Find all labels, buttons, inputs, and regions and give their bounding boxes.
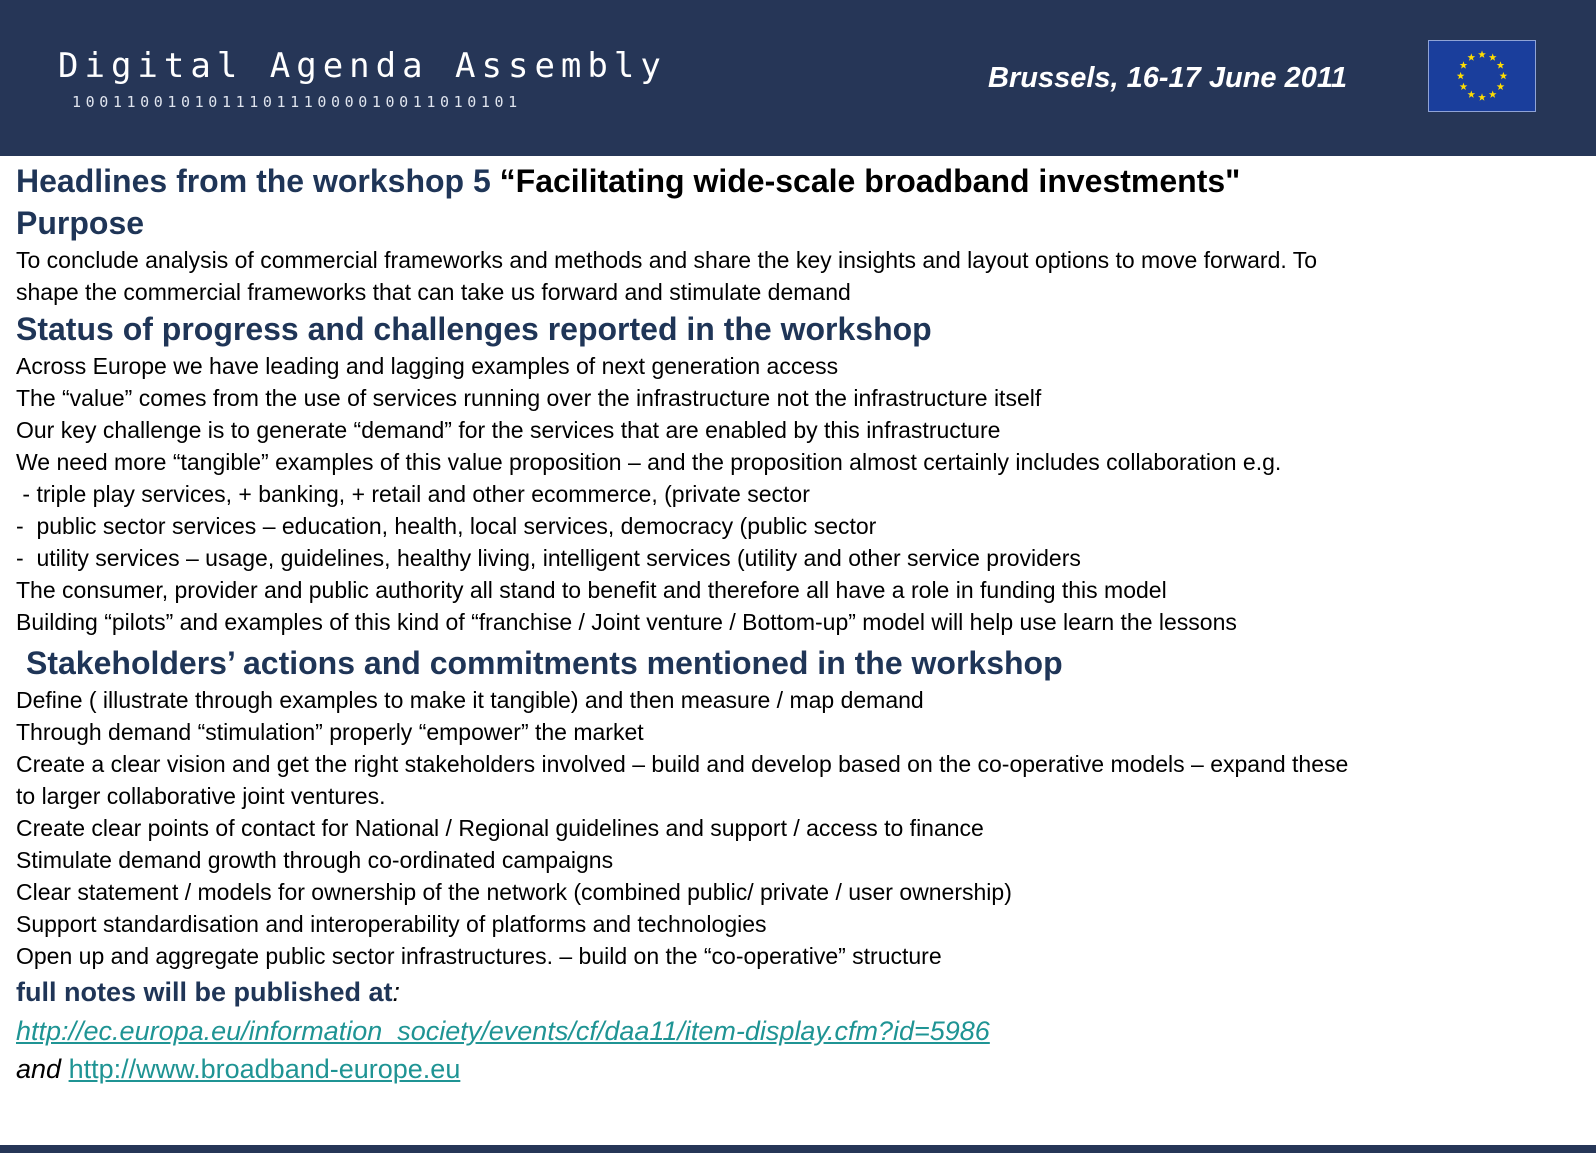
stakeholders-line: to larger collaborative joint ventures.: [16, 783, 386, 809]
status-line: - public sector services – education, health, local services, democracy (public sector: [16, 513, 877, 539]
brand-binary-strip: 100110010101110111000010011010101: [72, 93, 522, 111]
purpose-line: shape the commercial frameworks that can take us forward and stimulate demand: [16, 279, 851, 305]
status-list: [16, 350, 1576, 638]
eu-flag-star: [1478, 51, 1486, 58]
status-heading: Status of progress and challenges reported in the workshop: [16, 311, 932, 347]
header-banner: [0, 0, 1596, 156]
status-line: We need more “tangible” examples of this value proposition – and the proposition almost certainly includes collaboration e.g.: [16, 449, 1282, 475]
eu-flag-star: [1460, 61, 1468, 68]
eu-flag-star: [1489, 90, 1497, 97]
event-date: Brussels, 16-17 June 2011: [988, 62, 1347, 94]
document-body: [16, 160, 1576, 1088]
status-line: - triple play services, + banking, + retail and other ecommerce, (private sector: [16, 481, 810, 507]
stakeholders-line: Open up and aggregate public sector infrastructures. – build on the “co-operative” structure: [16, 943, 942, 969]
stakeholders-line: Through demand “stimulation” properly “empower” the market: [16, 719, 644, 745]
notes-heading: [16, 972, 1576, 1012]
status-line: The “value” comes from the use of services running over the infrastructure not the infrastructure itself: [16, 385, 1042, 411]
status-line: Our key challenge is to generate “demand” for the services that are enabled by this infrastructure: [16, 417, 1001, 443]
stakeholders-line: Define ( illustrate through examples to make it tangible) and then measure / map demand: [16, 687, 924, 713]
stakeholders-line: Create a clear vision and get the right stakeholders involved – build and develop based on the co-operative models – expand these: [16, 751, 1349, 777]
and-word: and: [16, 1054, 62, 1084]
notes-link-line: [16, 1012, 1576, 1050]
main-title-prefix: Headlines from the workshop 5: [16, 163, 500, 199]
eu-flag-icon: [1428, 40, 1536, 112]
eu-flag-star: [1500, 72, 1508, 79]
status-line: The consumer, provider and public authority all stand to benefit and therefore all have a role in funding this model: [16, 577, 1167, 603]
eu-flag-star: [1489, 53, 1497, 60]
stakeholders-heading: Stakeholders’ actions and commitments mentioned in the workshop: [26, 645, 1063, 681]
status-line: - utility services – usage, guidelines, healthy living, intelligent services (utility and other service providers: [16, 545, 1081, 571]
notes-heading-text: full notes will be published at: [16, 977, 393, 1007]
eu-flag-star: [1497, 83, 1505, 90]
stakeholders-list: [16, 684, 1576, 972]
purpose-heading: Purpose: [16, 205, 145, 241]
status-line: Across Europe we have leading and lagging examples of next generation access: [16, 353, 839, 379]
notes-link-line-2: [16, 1050, 1576, 1088]
brand-title: Digital Agenda Assembly: [58, 46, 667, 86]
main-title: [16, 160, 1576, 202]
eu-flag-star: [1478, 93, 1486, 100]
notes-heading-colon: :: [392, 977, 401, 1007]
eu-flag-star: [1497, 61, 1505, 68]
eu-flag-star: [1467, 53, 1475, 60]
eu-flag-star: [1457, 72, 1465, 79]
purpose-line: To conclude analysis of commercial frameworks and methods and share the key insights and layout options to move forward. To: [16, 247, 1318, 273]
purpose-text: [16, 244, 1576, 308]
stakeholders-line: Create clear points of contact for National / Regional guidelines and support / access to finance: [16, 815, 984, 841]
notes-link-broadband-europe[interactable]: http://www.broadband-europe.eu: [68, 1054, 461, 1084]
stakeholders-line: Clear statement / models for ownership of the network (combined public/ private / user ownership): [16, 879, 1012, 905]
footer-bar: [0, 1145, 1596, 1153]
status-line: Building “pilots” and examples of this kind of “franchise / Joint venture / Bottom-up” model will help use learn the lessons: [16, 609, 1237, 635]
eu-flag-star: [1460, 83, 1468, 90]
stakeholders-line: Support standardisation and interoperability of platforms and technologies: [16, 911, 767, 937]
notes-link-ec-europa[interactable]: http://ec.europa.eu/information_society/events/cf/daa11/item-display.cfm?id=5986: [16, 1016, 990, 1046]
eu-flag-star: [1467, 90, 1475, 97]
main-title-quote: “Facilitating wide-scale broadband investments": [499, 163, 1241, 199]
stakeholders-line: Stimulate demand growth through co-ordinated campaigns: [16, 847, 614, 873]
